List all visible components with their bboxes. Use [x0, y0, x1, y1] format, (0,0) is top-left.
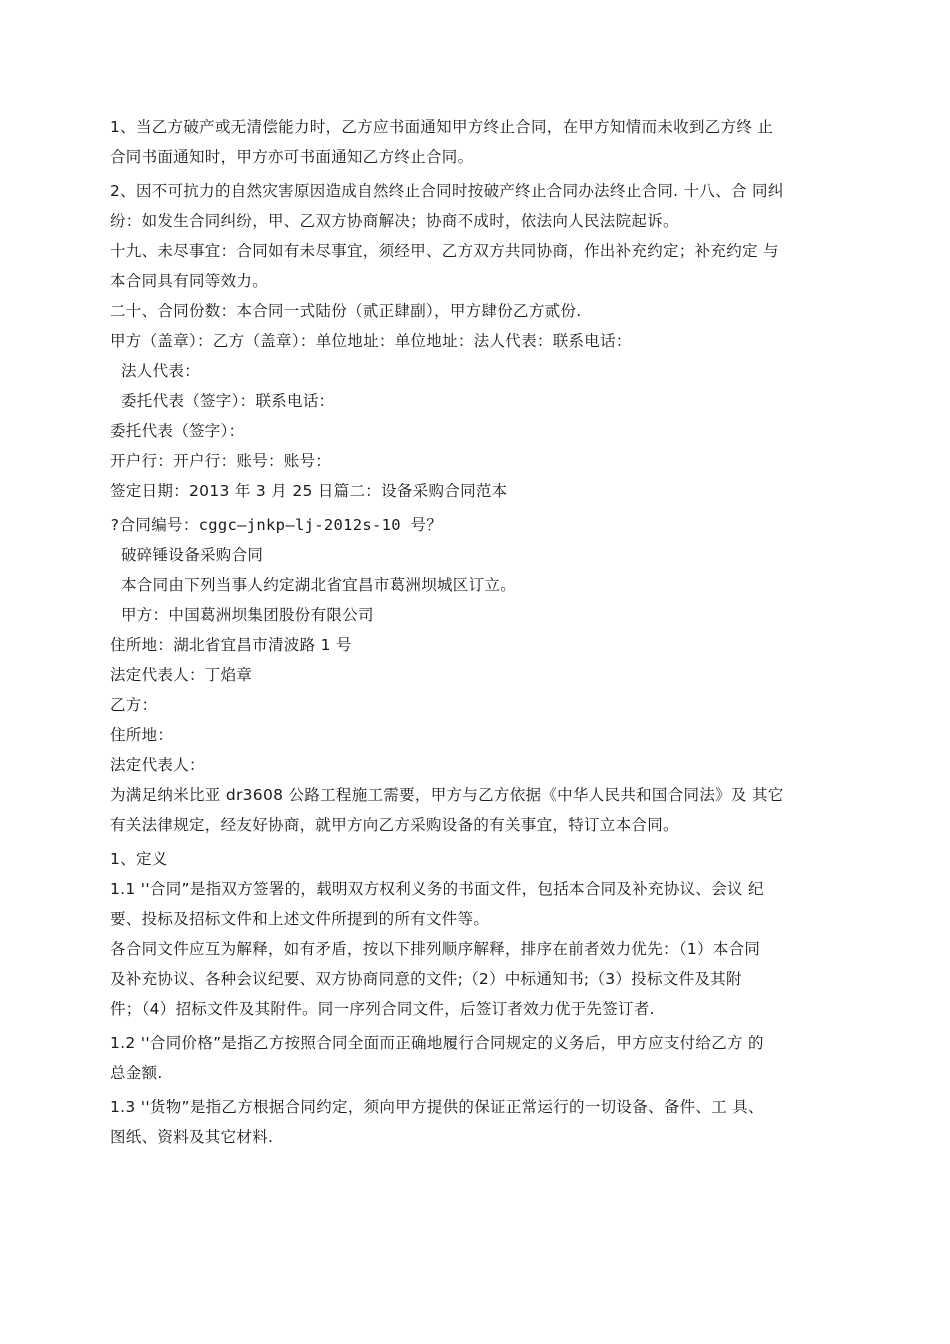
text-line: 图纸、资料及其它材料. [110, 1128, 274, 1146]
text-line: 十九、未尽事宜：合同如有未尽事宜，须经甲、乙方双方共同协商，作出补充约定；补充约定 与 [110, 242, 779, 260]
text-line: 住所地： [110, 726, 174, 744]
text-line: 法人代表： [121, 362, 201, 380]
section-heading: 1、定义 [110, 850, 168, 868]
document-page [110, 112, 840, 1152]
text-line: 开户行：开户行：账号：账号： [110, 452, 332, 470]
text-line: 签定日期：2013 年 3 月 25 日篇二：设备采购合同范本 [110, 482, 508, 500]
text-line: 要、投标及招标文件和上述文件所提到的所有文件等。 [110, 910, 490, 928]
text-line: 委托代表（签字）： [110, 422, 245, 440]
text-line: 1.3 ''货物”是指乙方根据合同约定，须向甲方提供的保证正常运行的一切设备、备件、工 具、 [110, 1098, 764, 1116]
text-line: 本合同具有同等效力。 [110, 272, 269, 290]
text-line: 法定代表人：丁焰章 [110, 666, 253, 684]
text-line: 住所地：湖北省宜昌市清波路 1 号 [110, 636, 352, 654]
text-line: 破碎锤设备采购合同 [121, 546, 264, 564]
text-line: 甲方（盖章）：乙方（盖章）：单位地址：单位地址：法人代表：联系电话： [110, 332, 632, 350]
text-line: 1.2 ''合同价格”是指乙方按照合同全面而正确地履行合同规定的义务后，甲方应支付给乙方 的 [110, 1034, 764, 1052]
text-line: 甲方：中国葛洲坝集团股份有限公司 [121, 606, 374, 624]
text-line: 为满足纳米比亚 dr3608 公路工程施工需要，甲方与乙方依据《中华人民共和国合同法》及 其它 [110, 786, 784, 804]
text-line: 委托代表（签字）：联系电话： [121, 392, 335, 410]
text-line: 有关法律规定，经友好协商，就甲方向乙方采购设备的有关事宜，特订立本合同。 [110, 816, 679, 834]
text-line: 2、因不可抗力的自然灾害原因造成自然终止合同时按破产终止合同办法终止合同. 十八、合 同纠 [110, 182, 784, 200]
text-line: 合同书面通知时，甲方亦可书面通知乙方终止合同。 [110, 148, 474, 166]
text-line: 1.1 ''合同”是指双方签署的，载明双方权利义务的书面文件，包括本合同及补充协议、会议 纪 [110, 880, 764, 898]
text-line: 及补充协议、各种会议纪要、双方协商同意的文件;（2）中标通知书;（3）投标文件及其附 [110, 970, 742, 988]
text-line: 各合同文件应互为解释，如有矛盾，按以下排列顺序解释，排序在前者效力优先：（1）本合同 [110, 940, 761, 958]
text-line: 法定代表人： [110, 756, 205, 774]
text-line: 总金额. [110, 1064, 163, 1082]
text-line: ?合同编号：cggc—jnkp—lj-2012s-10 号？ [110, 516, 443, 534]
text-line: 本合同由下列当事人约定湖北省宜昌市葛洲坝城区订立。 [121, 576, 517, 594]
text-line: 1、当乙方破产或无清偿能力时，乙方应书面通知甲方终止合同，在甲方知情而未收到乙方终 止 [110, 118, 774, 136]
text-line: 纷：如发生合同纠纷，甲、乙双方协商解决；协商不成时，依法向人民法院起诉。 [110, 212, 679, 230]
text-line: 件；（4）招标文件及其附件。同一序列合同文件，后签订者效力优于先签订者. [110, 1000, 655, 1018]
text-line: 乙方： [110, 696, 158, 714]
text-line: 二十、合同份数：本合同一式陆份（贰正肆副），甲方肆份乙方贰份. [110, 302, 582, 320]
